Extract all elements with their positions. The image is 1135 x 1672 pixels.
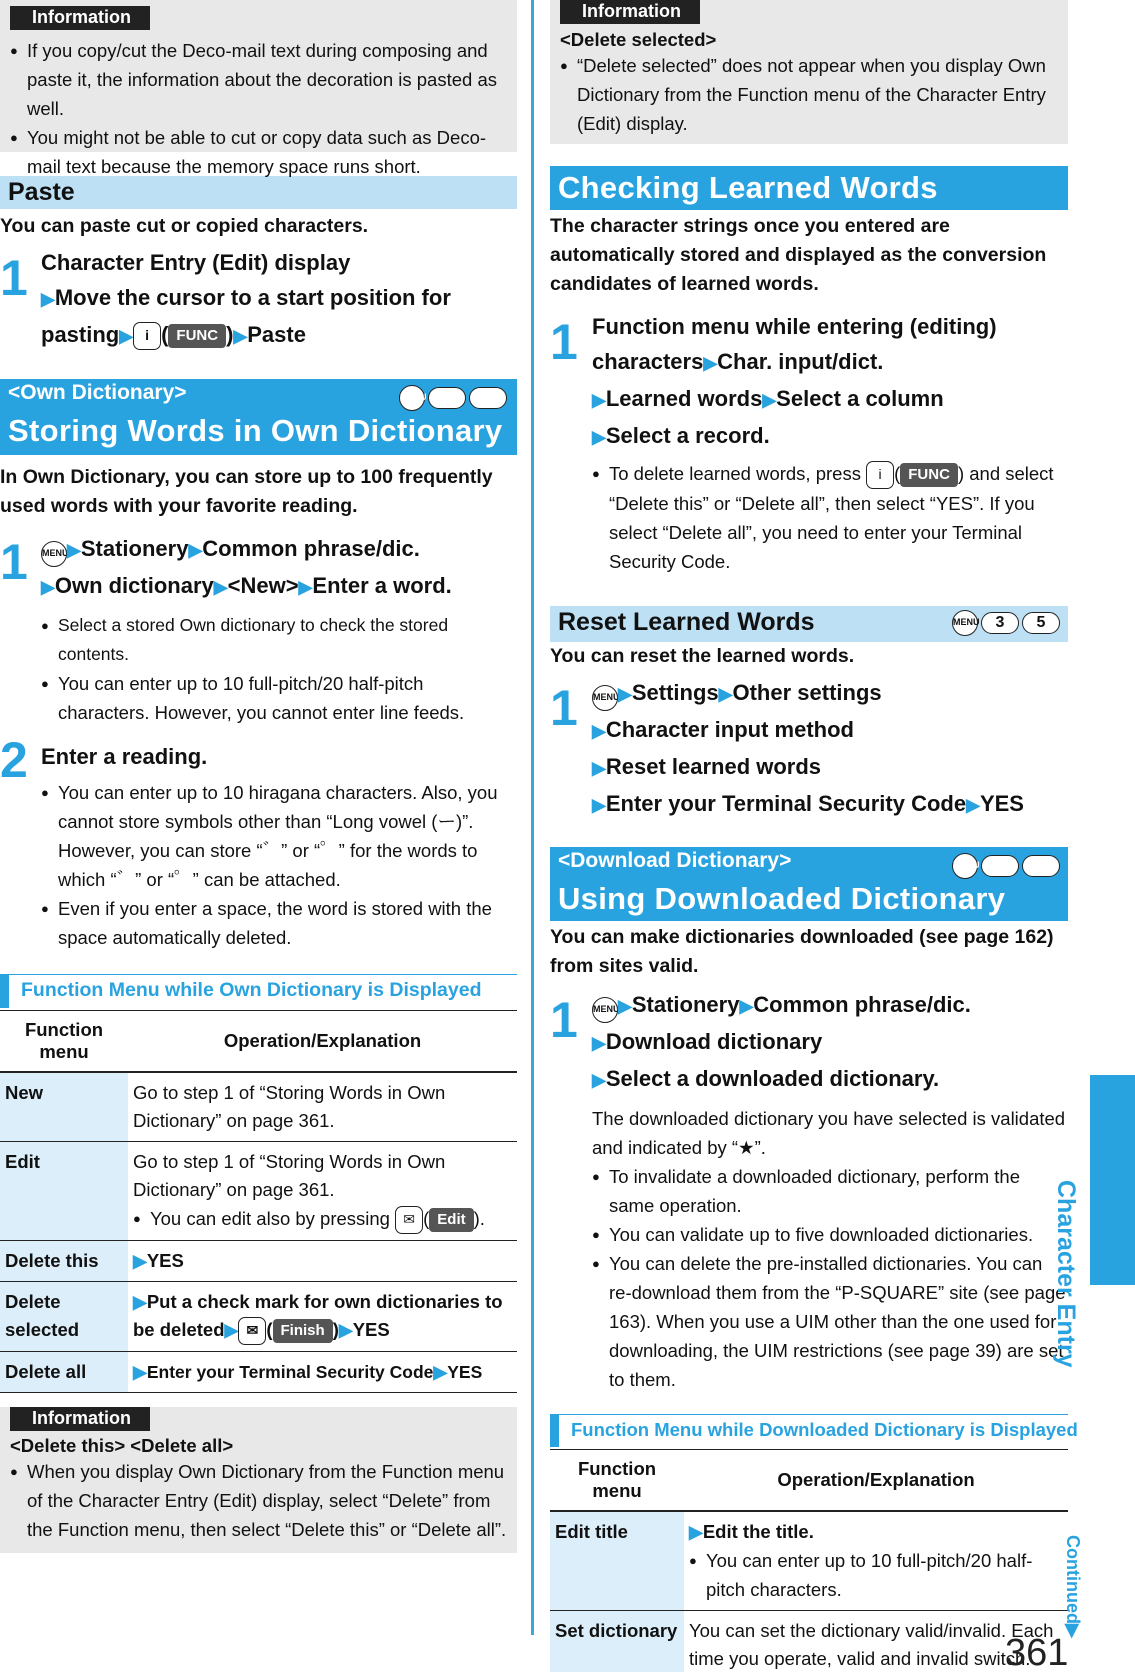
- step-item: characters: [592, 349, 704, 374]
- menu-key-icon: MENU: [952, 853, 978, 879]
- mail-key-icon: ✉: [395, 1206, 423, 1234]
- key-3: 3: [981, 612, 1019, 634]
- arrow-icon: ▶: [739, 996, 754, 1017]
- paste-intro: You can paste cut or copied characters.: [0, 215, 369, 237]
- info-bullet: ● When you display Own Dictionary from the Function menu of the Character Entry (Edit) display, select “Delete” from the Function menu, then select “Delete this” or “Delete all”.: [10, 1457, 511, 1544]
- learned-step-1: [550, 309, 1068, 576]
- info-box-delete-selected: [550, 0, 1068, 144]
- download-step-1: [550, 987, 1068, 1394]
- paste-step-1: 1 Character Entry (Edit) display ▶Move the cursor to a start position for pasting▶ i ( FUNC )▶Paste: [0, 245, 517, 355]
- menu-shortcut: [952, 853, 1060, 879]
- info-box-delete: [0, 1407, 517, 1553]
- explanation-text: You can edit also by pressing: [150, 1208, 390, 1229]
- menu-item-delete-all: Delete all: [0, 1352, 128, 1393]
- arrow-icon: ▶: [1063, 1623, 1083, 1638]
- arrow-icon: ▶: [592, 795, 606, 816]
- own-step-1: [0, 531, 517, 727]
- step-line: Character Entry (Edit) display: [41, 250, 351, 275]
- step-item: Common phrase/dic.: [753, 992, 971, 1018]
- arrow-icon: ▶: [592, 390, 606, 410]
- section-title-paste: Paste: [0, 176, 517, 209]
- table-row: [0, 1352, 517, 1393]
- step-note: The downloaded dictionary you have selected is validated and indicated by “★”.: [592, 1108, 1066, 1159]
- arrow-icon: ▶: [133, 1362, 147, 1383]
- table-header: Function menu: [0, 1011, 128, 1073]
- own-step-2: [0, 732, 517, 952]
- column-divider: [531, 0, 534, 1635]
- chapter-tab: [1090, 1075, 1135, 1285]
- info-label: Information: [10, 1407, 150, 1431]
- arrow-icon: ▶: [133, 1292, 147, 1313]
- step-item: Select a column: [776, 386, 944, 411]
- step-line: Paste: [247, 322, 306, 347]
- arrow-icon: ▶: [298, 577, 313, 597]
- download-intro: You can make dictionaries downloaded (see page 162) from sites valid.: [550, 926, 1054, 978]
- arrow-icon: ▶: [119, 326, 134, 346]
- finish-softkey-icon: Finish: [273, 1319, 333, 1343]
- menu-key-icon: MENU: [399, 385, 425, 411]
- step-line: pasting: [41, 322, 120, 347]
- step-line: Enter a reading.: [41, 744, 208, 769]
- step-item: Settings: [631, 680, 719, 706]
- arrow-icon: ▶: [592, 721, 606, 742]
- info-bullet: ● If you copy/cut the Deco-mail text during composing and paste it, the information about the decoration is pasted as well.: [10, 36, 511, 123]
- table-row: [550, 1511, 1068, 1611]
- step-item: Character input method: [605, 717, 854, 743]
- menu-explanation: Go to step 1 of “Storing Words in Own Dictionary” on page 361.: [128, 1072, 517, 1142]
- step-number: 1: [0, 534, 28, 590]
- arrow-icon: ▶: [41, 577, 55, 597]
- step-item: Char. input/dict.: [717, 349, 884, 374]
- arrow-icon: ▶: [67, 540, 81, 560]
- arrow-icon: ▶: [618, 996, 632, 1017]
- explanation-text: Edit the title.: [702, 1521, 814, 1543]
- step-item: Common phrase/dic.: [202, 536, 420, 561]
- explanation-text: YES: [352, 1319, 390, 1341]
- func-softkey-icon: FUNC: [168, 324, 226, 348]
- table-row: Delete selected ▶Put a check mark for own dictionaries to be deleted▶ ✉ ( Finish )▶YES: [0, 1282, 517, 1352]
- step-item: Reset learned words: [605, 754, 822, 780]
- menu-item-edit-title: Edit title: [550, 1511, 684, 1611]
- function-menu-heading: Function Menu while Own Dictionary is Displayed: [0, 974, 517, 1008]
- bullet-text: To delete learned words, press: [609, 463, 861, 484]
- menu-item-set-dictionary: Set dictionary: [550, 1611, 684, 1672]
- function-menu-table: [550, 1449, 1068, 1672]
- arrow-icon: ▶: [689, 1522, 703, 1543]
- table-row: [0, 1072, 517, 1142]
- arrow-icon: ▶: [718, 684, 733, 705]
- explanation-bullet: ● You can enter up to 10 full-pitch/20 half-pitch characters.: [689, 1546, 1063, 1604]
- key-5: 5: [1022, 612, 1060, 634]
- key-3: 3: [428, 387, 466, 409]
- step-bullet: ● You can validate up to five downloaded dictionaries.: [592, 1220, 1068, 1249]
- edit-softkey-icon: Edit: [429, 1208, 473, 1232]
- learned-intro: The character strings once you entered are automatically stored and displayed as the conversion candidates of learned words.: [550, 215, 1047, 295]
- step-item: Enter your Terminal Security Code: [605, 791, 967, 817]
- step-number: 1: [550, 992, 578, 1049]
- step-item: Learned words: [605, 386, 763, 411]
- step-item: Other settings: [732, 680, 882, 706]
- step-number: 1: [550, 314, 578, 370]
- i-mode-key-icon: i: [866, 461, 894, 489]
- arrow-icon: ▶: [592, 758, 606, 779]
- func-softkey-icon: FUNC: [900, 463, 958, 487]
- arrow-icon: ▶: [188, 540, 203, 560]
- menu-explanation: Go to step 1 of “Storing Words in Own Dictionary” on page 361. ● You can edit also by pressing ✉ ( Edit ).: [128, 1142, 517, 1241]
- arrow-icon: ▶: [133, 1251, 147, 1272]
- left-column: [0, 0, 517, 1553]
- section-subtitle: <Own Dictionary>: [8, 381, 187, 404]
- info-box-copy: [0, 0, 517, 177]
- menu-key-icon: MENU: [952, 610, 978, 636]
- step-item: Select a record.: [605, 423, 770, 448]
- key-3: 3: [981, 855, 1019, 877]
- info-bullet: ● “Delete selected” does not appear when you display Own Dictionary from the Function menu of the Character Entry (Edit) display.: [560, 51, 1062, 138]
- step-line: Function menu while entering (editing): [592, 314, 997, 339]
- explanation-text: Put a check mark for own dictionaries to be deleted: [133, 1291, 503, 1341]
- step-item: Download dictionary: [605, 1029, 823, 1055]
- page-number: 361: [1005, 1632, 1069, 1672]
- table-row: [550, 1611, 1068, 1672]
- menu-item-delete-this: Delete this: [0, 1241, 128, 1282]
- step-number: 2: [0, 732, 28, 788]
- i-mode-key-icon: i: [133, 322, 161, 350]
- info-label: Information: [10, 6, 150, 30]
- step-bullet: ● Select a stored Own dictionary to check the stored contents.: [41, 611, 517, 669]
- arrow-icon: ▶: [592, 427, 606, 447]
- step-bullet: ● You can delete the pre-installed dictionaries. You can re-download them from the “P-SQUARE” site (see page 163). When you use a UIM other than the one used for downloading, the UIM restrictions (see page 39) are set to them.: [592, 1249, 1068, 1394]
- chapter-tab-label: Character Entry: [1052, 1180, 1080, 1368]
- table-row: [0, 1142, 517, 1241]
- menu-item-delete-selected: Delete selected: [0, 1282, 128, 1352]
- menu-key-icon: MENU: [41, 541, 67, 567]
- arrow-icon: ▶: [762, 390, 777, 410]
- arrow-icon: ▶: [592, 1070, 606, 1091]
- step-bullet: ● You can enter up to 10 hiragana characters. Also, you cannot store symbols other than “Long vowel (ー)”. However, you can store “゛” or “゜” for the words to which “゛” or “゜” can be attached.: [41, 778, 517, 894]
- section-title: Reset Learned Words: [558, 608, 815, 637]
- table-row: [0, 1241, 517, 1282]
- step-bullet: ● To delete learned words, press i ( FUNC ) and select “Delete this” or “Delete all”, then select “YES”. If you select “Delete all”, you need to enter your Terminal Security Code.: [592, 459, 1068, 576]
- step-bullet: ● To invalidate a downloaded dictionary, perform the same operation.: [592, 1162, 1068, 1220]
- step-bullet: ● Even if you enter a space, the word is stored with the space automatically deleted.: [41, 894, 517, 952]
- section-header-own-dictionary: [0, 379, 517, 455]
- menu-explanation: [684, 1511, 1068, 1611]
- step-number: 1: [550, 680, 578, 737]
- menu-explanation: You can set the dictionary valid/invalid. Each time you operate, valid and invalid switch.: [684, 1611, 1068, 1672]
- info-bullet: ● You might not be able to cut or copy data such as Deco-mail text because the memory space runs short.: [10, 123, 511, 181]
- step-item: Select a downloaded dictionary.: [605, 1066, 940, 1092]
- function-menu-heading: Function Menu while Downloaded Dictionary is Displayed: [550, 1414, 1068, 1447]
- key-8: 8: [469, 387, 507, 409]
- table-header: Operation/Explanation: [684, 1450, 1068, 1512]
- reset-step-1: [550, 675, 1068, 823]
- step-item: YES: [979, 791, 1024, 817]
- arrow-icon: ▶: [233, 326, 248, 346]
- own-intro: In Own Dictionary, you can store up to 100 frequently used words with your favorite reading.: [0, 466, 493, 517]
- explanation-text: Go to step 1 of “Storing Words in Own Dictionary” on page 361.: [133, 1151, 446, 1200]
- step-item: Own dictionary: [54, 573, 214, 598]
- menu-key-icon: MENU: [592, 685, 618, 711]
- section-title: Checking Learned Words: [558, 170, 938, 205]
- explanation-text: Enter your Terminal Security Code: [146, 1362, 434, 1383]
- arrow-icon: ▶: [966, 795, 980, 816]
- arrow-icon: ▶: [338, 1320, 353, 1341]
- menu-shortcut: [399, 385, 507, 411]
- step-item: Stationery: [80, 536, 189, 561]
- step-line: Move the cursor to a start position for: [54, 285, 451, 310]
- step-item: <New>: [227, 573, 299, 598]
- arrow-icon: ▶: [41, 289, 55, 309]
- step-bullet: ● You can enter up to 10 full-pitch/20 half-pitch characters. However, you cannot enter line feeds.: [41, 669, 517, 727]
- info-heading: <Delete this> <Delete all>: [10, 1435, 234, 1457]
- section-header-reset-learned: [550, 606, 1068, 642]
- arrow-icon: ▶: [224, 1320, 239, 1341]
- section-header-learned-words: [550, 166, 1068, 210]
- info-heading: <Delete selected>: [560, 29, 717, 50]
- info-label: Information: [560, 0, 700, 24]
- table-header: Function menu: [550, 1450, 684, 1512]
- section-title: Storing Words in Own Dictionary: [8, 413, 503, 448]
- menu-item-new: New: [0, 1072, 128, 1142]
- step-item: Enter a word.: [312, 573, 452, 598]
- bullet-text: ) and select “Delete this” or “Delete all”, then select “YES”. If you select “Delete all”, you need to enter your Terminal Security Code.: [609, 463, 1054, 573]
- arrow-icon: ▶: [703, 353, 718, 373]
- explanation-text: YES: [447, 1362, 483, 1383]
- menu-shortcut: [952, 610, 1060, 636]
- arrow-icon: ▶: [433, 1362, 448, 1383]
- table-header: Operation/Explanation: [128, 1011, 517, 1073]
- reset-intro: You can reset the learned words.: [550, 645, 855, 668]
- arrow-icon: ▶: [592, 1033, 606, 1054]
- arrow-icon: ▶: [618, 684, 632, 705]
- menu-key-icon: MENU: [592, 997, 618, 1023]
- step-number: 1: [0, 250, 28, 306]
- continued-text: Continued: [1063, 1535, 1083, 1624]
- arrow-icon: ▶: [213, 577, 228, 597]
- step-item: Stationery: [631, 992, 740, 1018]
- explanation-text: YES: [146, 1250, 184, 1272]
- function-menu-table: [0, 1010, 517, 1393]
- menu-item-edit: Edit: [0, 1142, 128, 1241]
- section-subtitle: <Download Dictionary>: [558, 849, 792, 873]
- continued-label: [1062, 1535, 1083, 1638]
- key-8: 8: [1022, 855, 1060, 877]
- section-title: Using Downloaded Dictionary: [558, 881, 1006, 917]
- section-header-download-dictionary: [550, 847, 1068, 921]
- mail-key-icon: ✉: [238, 1317, 266, 1345]
